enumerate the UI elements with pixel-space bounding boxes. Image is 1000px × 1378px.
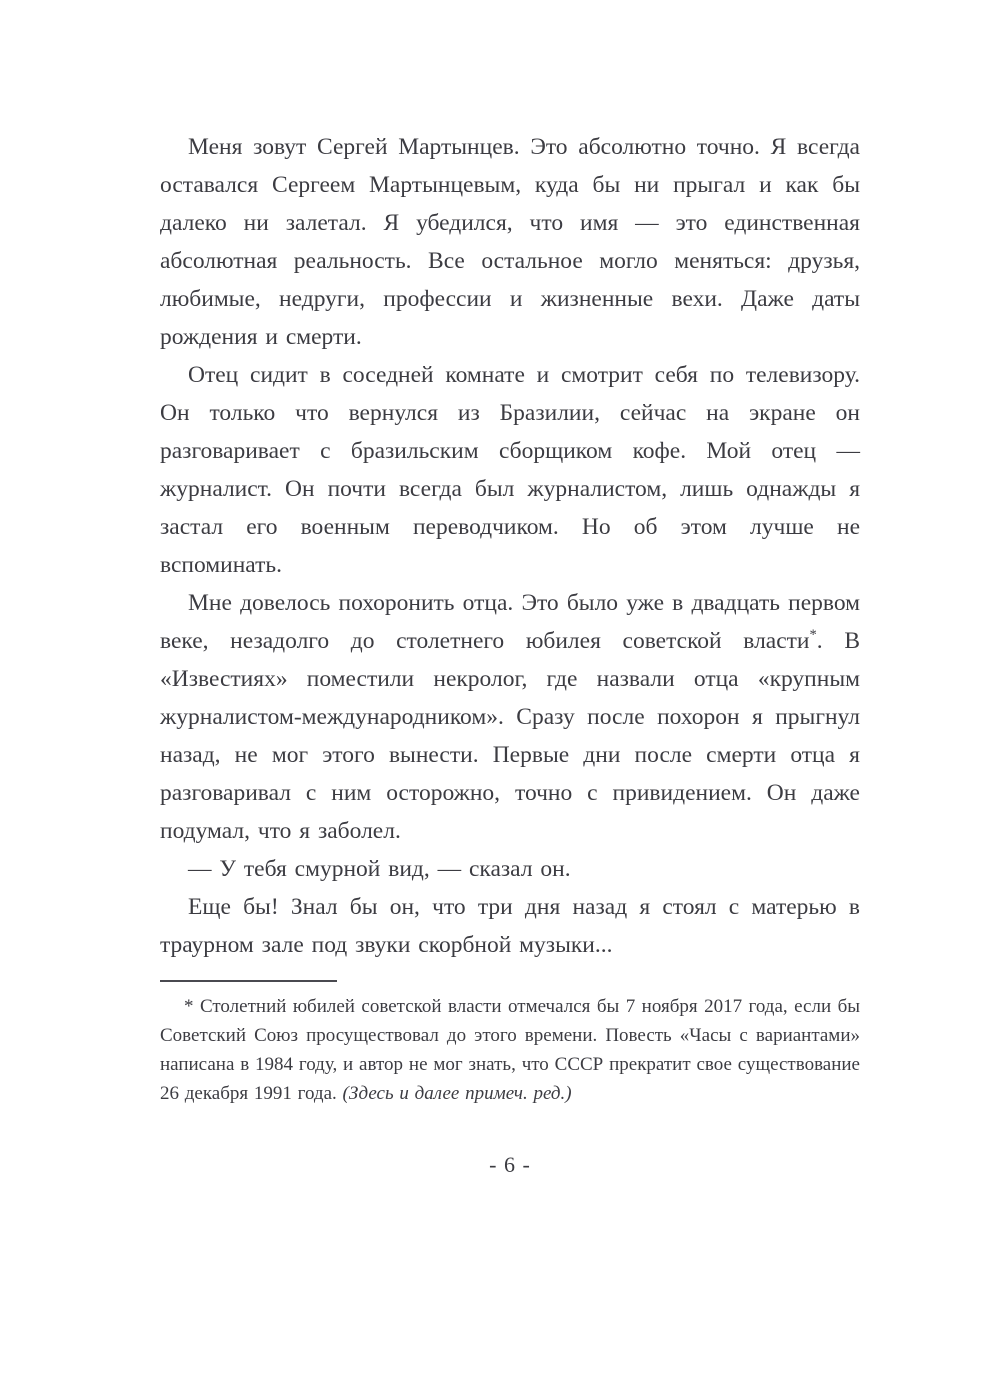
footnote-divider: [160, 980, 337, 982]
text-segment: . В «Известиях» поместили некролог, где назвали отца «крупным журналистом-международником». Сразу после похорон я прыгнул назад, не мог этого вынести. Первые дни после смерти отца я разговаривал с ним осторожно, точно с привидением. Он даже подумал, что я заболел.: [160, 628, 860, 844]
footnote: [160, 992, 860, 1108]
footnote-paragraph: [160, 992, 860, 1108]
text-segment: * Столетний юбилей советской власти отмечался бы 7 ноября 2017 года, если бы Советский Союз просуществовал до этого времени. Повесть «Часы с вариантами» написана в 1984 году, и автор не мог знать, что СССР прекратит свое существование 26 декабря 1991 года.: [160, 996, 860, 1104]
paragraph: [160, 888, 860, 964]
text-segment: Мне довелось похоронить отца. Это было уже в двадцать первом веке, незадолго до столетнего юбилея советской власти: [160, 590, 860, 654]
paragraph: [160, 128, 860, 356]
text-segment: Отец сидит в соседней комнате и смотрит себя по телевизору. Он только что вернулся из Бразилии, сейчас на экране он разговаривает с бразильским сборщиком кофе. Мой отец — журналист. Он почти всегда был журналистом, лишь однажды я застал его военным переводчиком. Но об этом лучше не вспоминать.: [160, 362, 860, 578]
text-segment: (Здесь и далее примеч. ред.): [342, 1083, 572, 1104]
text-segment: Меня зовут Сергей Мартынцев. Это абсолютно точно. Я всегда оставался Сергеем Мартынцевым, куда бы ни прыгал и как бы далеко ни залетал. Я убедился, что имя — это единственная абсолютная реальность. Все остальное могло меняться: друзья, любимые, недруги, профессии и жизненные вехи. Даже даты рождения и смерти.: [160, 134, 860, 350]
text-block: [160, 128, 860, 1178]
page-number: - 6 -: [489, 1152, 531, 1177]
paragraph: [160, 850, 860, 888]
text-segment: — У тебя смурной вид, — сказал он.: [188, 856, 571, 882]
text-segment: Еще бы! Знал бы он, что три дня назад я стоял с матерью в траурном зале под звуки скорбной музыки...: [160, 894, 860, 958]
body-paragraphs: [160, 128, 860, 964]
paragraph: [160, 356, 860, 584]
paragraph: [160, 584, 860, 850]
footnote-reference: *: [809, 627, 817, 644]
